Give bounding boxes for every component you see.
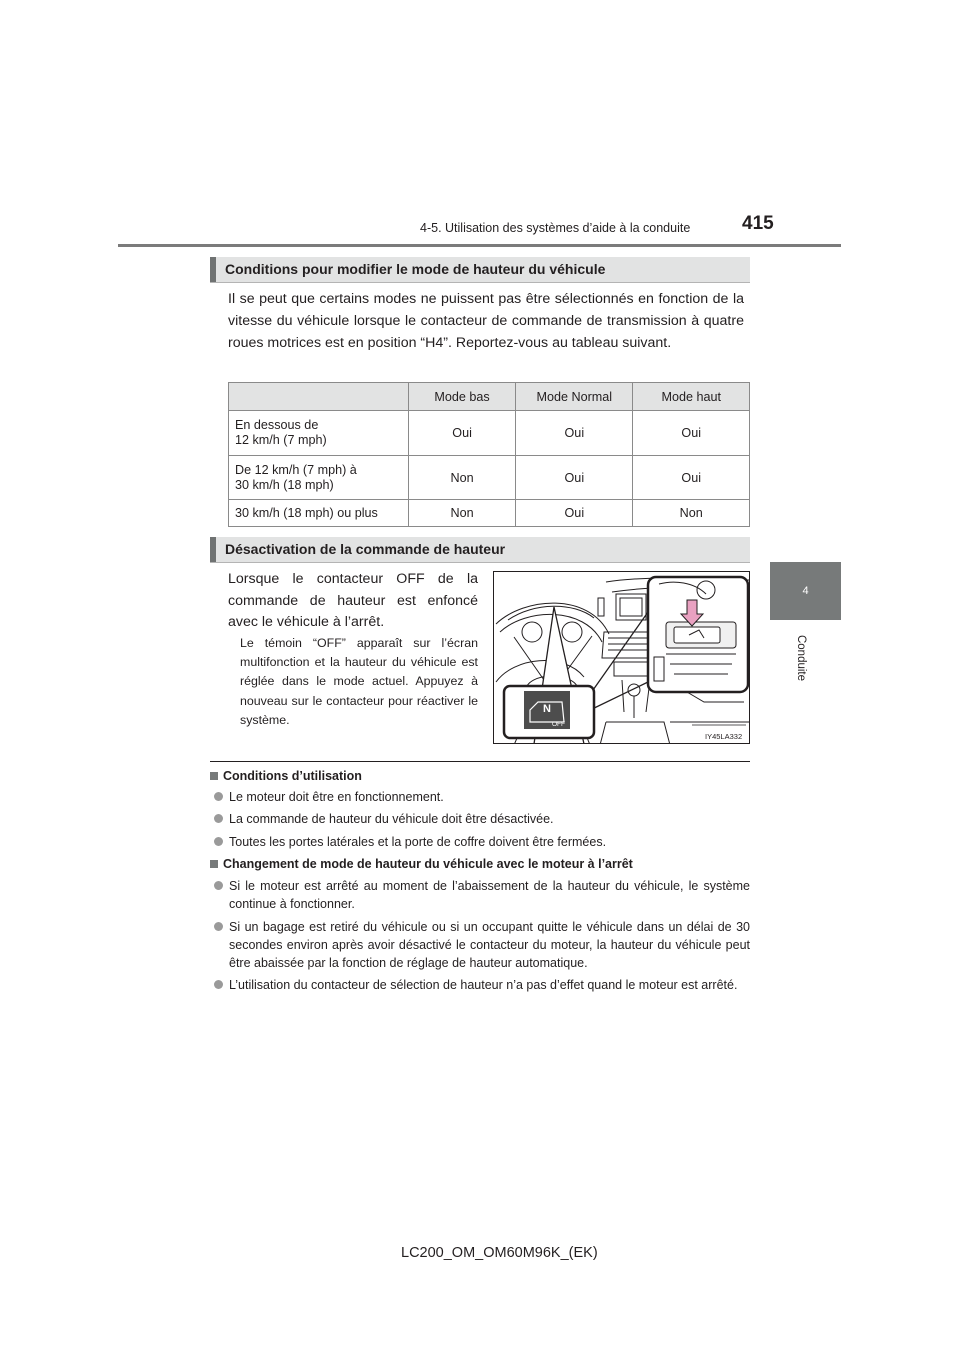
height-control-switch-icon [648,577,748,692]
vehicle-height-indicator-icon [504,686,594,738]
indicator-off-text: OFF [552,721,565,728]
table-row-label: 30 km/h (18 mph) ou plus [229,500,409,527]
list-item: Si le moteur est arrêté au moment de l’abaissement de la hauteur du véhicule, le système continue à fonctionner. [229,877,750,913]
table-row [229,500,750,527]
table-cell: Non [408,500,515,527]
chapter-number: 4 [802,585,809,597]
footer-document-code: LC200_OM_OM60M96K_(EK) [401,1245,598,1261]
table-cell: Oui [408,411,515,456]
note-heading-conditions: Conditions d’utilisation [210,769,362,783]
list-item: Si un bagage est retiré du véhicule ou si un occupant quitte le véhicule dans un délai de 30 secondes environ après avoir désactivé le contacteur du moteur, la hauteur du véhicule peut être abaissée par la fonction de réglage de hauteur automatique. [229,918,750,972]
table-row-label: En dessous de 12 km/h (7 mph) [229,411,409,456]
dashboard-illustration [494,572,750,744]
table-cell: Non [408,456,515,500]
table-header-mode-normal: Mode Normal [516,383,633,411]
section-heading-conditions [210,257,750,283]
header-section-title: 4-5. Utilisation des systèmes d’aide à la conduite [420,221,691,235]
deactivation-body: Lorsque le contacteur OFF de la commande de hauteur est enfoncé avec le véhicule à l’arrêt. [228,571,478,630]
section-heading-text: Désactivation de la commande de hauteur [225,541,506,557]
table-cell: Oui [633,411,750,456]
section-heading-text: Conditions pour modifier le mode de hauteur du véhicule [225,261,606,277]
table-cell: Oui [516,411,633,456]
table-cell: Oui [633,456,750,500]
list-item: L’utilisation du contacteur de sélection de hauteur n’a pas d’effet quand le moteur est arrêté. [229,976,750,994]
table-cell: Non [633,500,750,527]
table-row-label: De 12 km/h (7 mph) à 30 km/h (18 mph) [229,456,409,500]
section-heading-deactivation [210,537,750,563]
chapter-label: Conduite [795,634,807,681]
indicator-letter: N [543,703,551,715]
figure-code: IY45LA332 [705,732,743,741]
table-row [229,411,750,456]
dashboard-figure [493,571,750,744]
deactivation-note: Le témoin “OFF” apparaît sur l’écran multifonction et la hauteur du véhicule est réglée dans le mode actuel. Appuyez à nouveau sur le contacteur pour réactiver le système. [240,636,478,727]
table-cell: Oui [516,500,633,527]
list-item: Toutes les portes latérales et la porte de coffre doivent être fermées. [229,833,750,851]
list-item: La commande de hauteur du véhicule doit être désactivée. [229,810,750,828]
list-item: Le moteur doit être en fonctionnement. [229,788,750,806]
table-cell: Oui [516,456,633,500]
chapter-tab [770,562,841,620]
note-heading-engine-off: Changement de mode de hauteur du véhicule avec le moteur à l’arrêt [210,857,633,871]
section-intro: Il se peut que certains modes ne puissent pas être sélectionnés en fonction de la vitesse du véhicule lorsque le contacteur de commande de transmission à quatre roues motrices est en position “H4”. Reportez-vous au tableau suivant. [228,291,744,351]
table-row [229,456,750,500]
table-header-mode-bas: Mode bas [408,383,515,411]
table-header-empty [229,383,409,411]
conditions-table [228,382,750,527]
header-rule [118,244,841,247]
section-separator [210,761,750,762]
page-number: 415 [742,213,774,234]
table-header-mode-haut: Mode haut [633,383,750,411]
